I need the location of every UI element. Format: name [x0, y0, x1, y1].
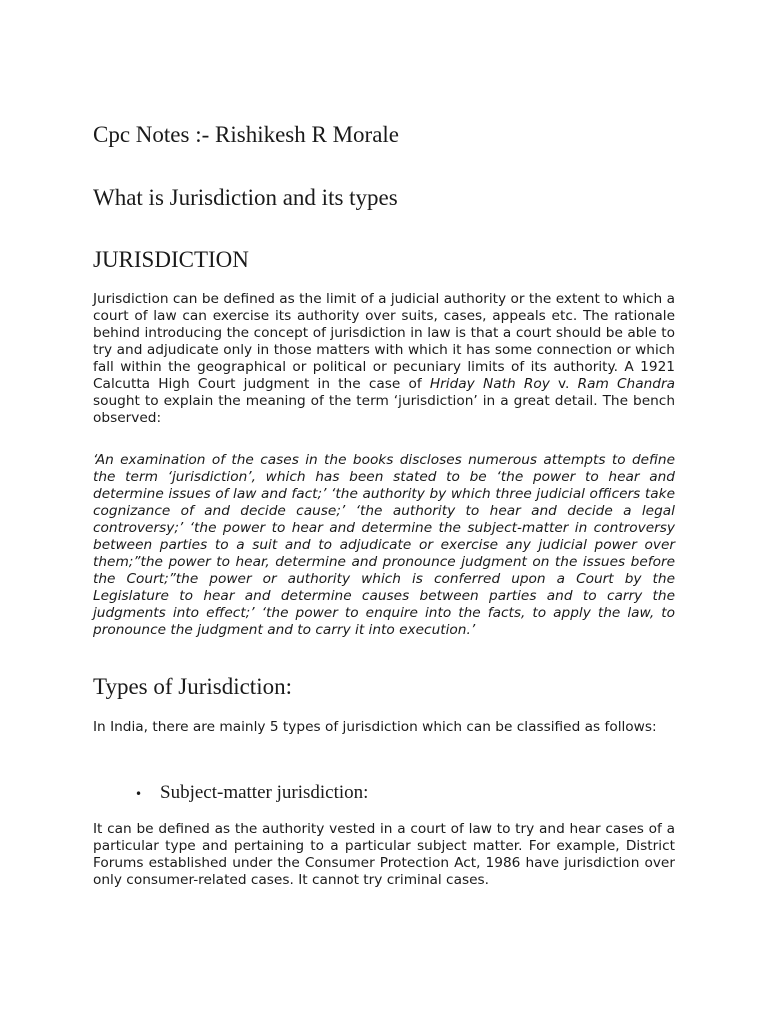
jurisdiction-heading: JURISDICTION	[93, 247, 249, 272]
case-versus: v.	[549, 376, 578, 392]
case-party-2: Ram Chandra	[577, 376, 675, 392]
subject-matter-paragraph: It can be defined as the authority vested in a court of law to try and hear cases of a particular type and pertaining to a particular subject matter. For example, District Forums established under the Consumer Protection Act, 1986 have jurisdiction over only consumer-related cases. It cannot try criminal cases.	[93, 821, 675, 888]
intro-text-part1: Jurisdiction can be defined as the limit of a judicial authority or the extent to which a court of law can exercise its authority over suits, cases, appeals etc. The rationale behind introducing the concept of jurisdiction in law is that a court should be able to try and adjudicate only in those matters with which it has some connection or which fall within the geographical or political or pecuniary limits of its authority. A 1921 Calcutta High Court judgment in the case of	[93, 291, 675, 392]
types-intro-paragraph: In India, there are mainly 5 types of jurisdiction which can be classified as follows:	[93, 719, 657, 735]
bench-quote: ‘An examination of the cases in the books discloses numerous attempts to define the term ‘jurisdiction’, which has been stated to be ‘the power to hear and determine issues of law and fact;’ ‘the authority by which three judicial officers take cognizance of and decide cause;’ ‘the authority to hear and decide a legal controversy;’ ‘the power to hear and determine the subject-matter in controversy between parties to a suit and to adjudicate or exercise any judicial power over them;”the power to hear, determine and pronounce judgment on the issues before the Court;”the power or authority which is conferred upon a Court by the Legislature to hear and determine causes between parties and to carry the judgments into effect;’ ‘the power to enquire into the facts, to apply the law, to pronounce the judgment and to carry it into execution.’	[93, 452, 675, 638]
intro-paragraph	[93, 291, 675, 427]
bullet-subject-matter	[135, 781, 368, 806]
bullet-dot-icon: •	[135, 787, 143, 801]
question-heading: What is Jurisdiction and its types	[93, 185, 398, 210]
case-party-1: Hriday Nath Roy	[429, 376, 550, 392]
intro-text-part2: sought to explain the meaning of the term ‘jurisdiction’ in a great detail. The bench observed:	[93, 393, 675, 426]
bullet-subject-matter-label: Subject-matter jurisdiction:	[160, 782, 369, 803]
document-title: Cpc Notes :- Rishikesh R Morale	[93, 122, 399, 147]
types-heading: Types of Jurisdiction:	[93, 674, 292, 699]
